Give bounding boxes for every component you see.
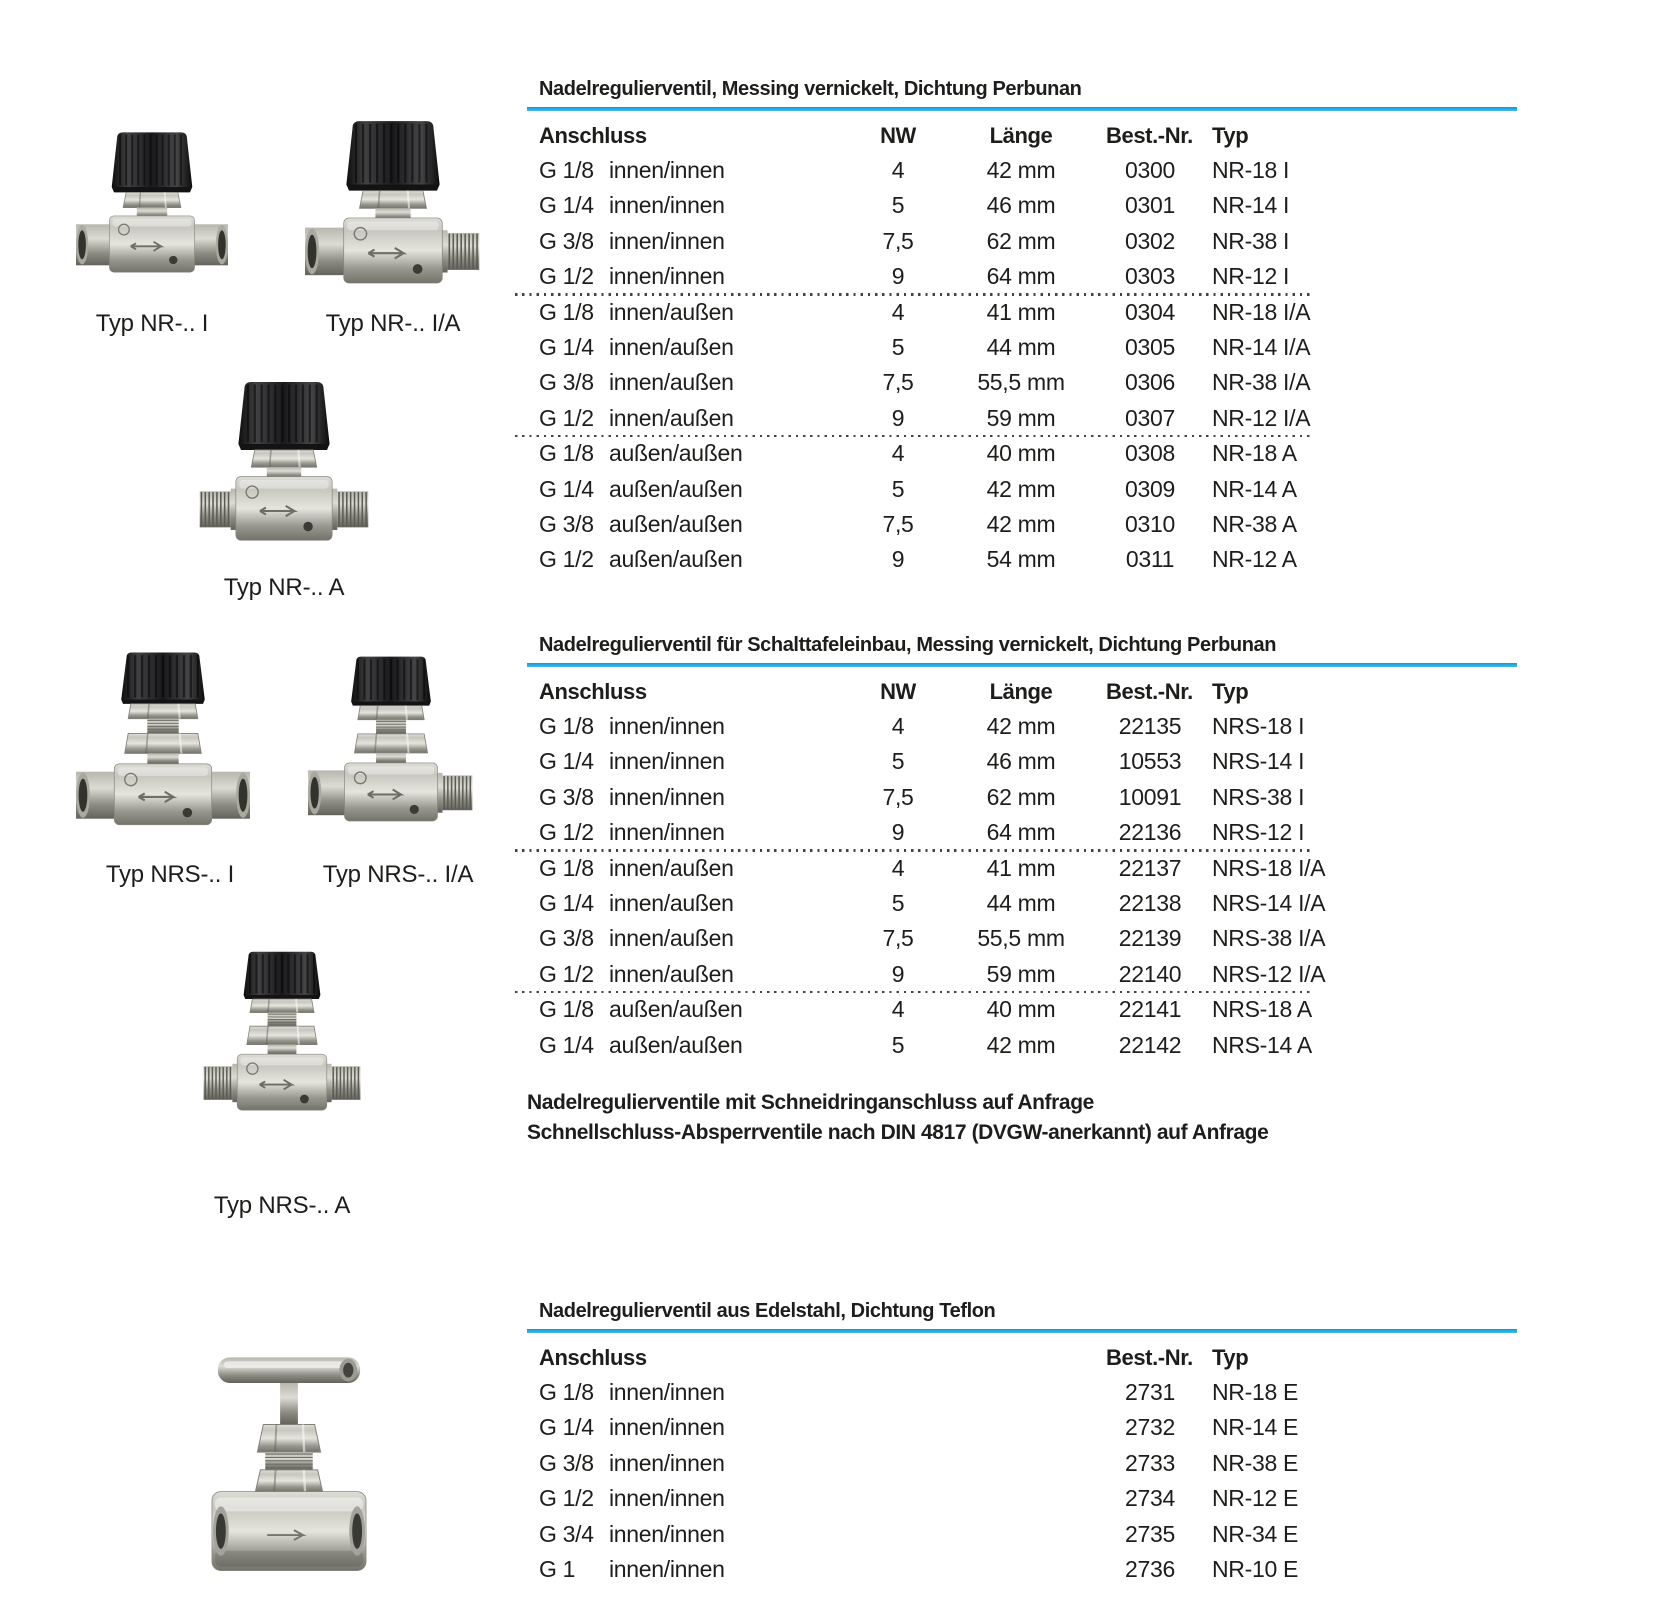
cell-cn: innen/innen	[609, 819, 725, 846]
table-row	[539, 815, 1517, 850]
cell-nw: 5	[891, 192, 905, 219]
accent-rule	[527, 1329, 1517, 1333]
cell-th: G 3/8	[539, 510, 594, 537]
cell-nw: 4	[891, 713, 905, 739]
cell-bn: 22138	[1118, 889, 1182, 916]
cell-nw: 9	[891, 819, 905, 846]
cell-cn: innen/innen	[609, 1379, 725, 1405]
cell-lg: 64 mm	[986, 819, 1056, 846]
cell-ty: NR-18 I	[1212, 157, 1290, 183]
cell-bn: 0300	[1125, 157, 1175, 183]
table-row	[539, 401, 1517, 436]
col-anschluss: Anschluss	[539, 679, 647, 704]
cell-bn: 0301	[1125, 192, 1175, 219]
cell-cn: innen/innen	[609, 783, 725, 810]
cell-bn: 22142	[1118, 1031, 1182, 1058]
cell-ty: NR-12 E	[1212, 1485, 1299, 1512]
valve-photo-nr-ia	[305, 106, 481, 300]
cell-cn: außen/außen	[609, 510, 743, 537]
cell-ty: NRS-14 I/A	[1212, 889, 1326, 916]
cell-nw	[869, 1446, 927, 1481]
cell-th: G 1/4	[539, 192, 594, 219]
cell-lg	[927, 1375, 1115, 1410]
table-row	[539, 542, 1517, 577]
cell-cn: außen/außen	[609, 475, 743, 502]
cell-lg: 55,5 mm	[977, 925, 1065, 952]
cell-lg: 46 mm	[986, 748, 1056, 775]
cell-ty: NR-14 A	[1212, 475, 1297, 502]
table-row	[539, 1552, 1517, 1587]
cell-bn: 0311	[1125, 546, 1175, 573]
cell-cn: innen/außen	[609, 333, 734, 360]
cell-bn: 2732	[1125, 1414, 1175, 1441]
cell-bn: 2731	[1125, 1379, 1175, 1405]
cell-nw	[869, 1517, 927, 1552]
table-row	[539, 259, 1517, 294]
cell-lg: 42 mm	[986, 1031, 1056, 1058]
table-row	[539, 1410, 1517, 1445]
cell-lg: 42 mm	[986, 510, 1056, 537]
cell-th: G 1	[539, 1555, 576, 1582]
cell-cn: innen/innen	[609, 227, 725, 254]
cell-ty: NRS-14 A	[1212, 1031, 1312, 1058]
photo-caption-nrs-ia: Typ NRS-.. I/A	[322, 861, 474, 888]
cell-cn: innen/außen	[609, 854, 734, 881]
cell-th: G 1/2	[539, 1485, 594, 1512]
cell-bn: 10091	[1118, 783, 1182, 810]
table-row	[539, 744, 1517, 779]
table-header	[539, 118, 1517, 154]
cell-nw: 4	[891, 298, 905, 325]
cell-th: G 1/2	[539, 263, 594, 290]
table-body	[539, 1375, 1517, 1587]
table-body	[539, 153, 1517, 578]
cell-nw: 7,5	[882, 925, 914, 952]
cell-lg: 44 mm	[986, 333, 1056, 360]
cell-ty: NR-18 I/A	[1212, 298, 1311, 325]
cell-nw: 5	[891, 748, 905, 775]
cell-lg	[927, 1517, 1115, 1552]
cell-ty: NR-12 I/A	[1212, 404, 1311, 431]
col-laenge: Länge	[989, 123, 1053, 148]
cell-th: G 1/4	[539, 1031, 594, 1058]
cell-ty: NR-12 A	[1212, 546, 1297, 573]
cell-nw	[869, 1410, 927, 1445]
cell-th: G 1/2	[539, 819, 594, 846]
valve-photo-nr-a	[198, 362, 370, 562]
cell-ty: NR-34 E	[1212, 1520, 1299, 1547]
cell-lg: 59 mm	[986, 960, 1056, 987]
cell-th: G 1/4	[539, 889, 594, 916]
table-row	[539, 957, 1517, 992]
cell-nw: 5	[891, 333, 905, 360]
table-row	[539, 436, 1517, 471]
table-row	[539, 1375, 1517, 1410]
table-row	[539, 1028, 1517, 1063]
table-row	[539, 188, 1517, 223]
cell-nw: 9	[891, 404, 905, 431]
cell-th: G 1/8	[539, 1379, 594, 1405]
table-row	[539, 472, 1517, 507]
table-row	[539, 1481, 1517, 1516]
cell-ty: NRS-18 I/A	[1212, 854, 1326, 881]
cell-bn: 0309	[1125, 475, 1175, 502]
table-row	[539, 1446, 1517, 1481]
cell-ty: NR-18 E	[1212, 1379, 1299, 1405]
valve-photo-nrs-a	[202, 906, 362, 1164]
cell-ty: NR-14 E	[1212, 1414, 1299, 1441]
cell-ty: NRS-12 I	[1212, 819, 1305, 846]
cell-nw	[869, 1375, 927, 1410]
col-laenge: Länge	[989, 679, 1053, 704]
cell-lg: 41 mm	[986, 854, 1056, 881]
cell-cn: innen/innen	[609, 157, 725, 183]
cell-cn: außen/außen	[609, 440, 743, 467]
table-row	[539, 295, 1517, 330]
col-empty	[869, 1340, 927, 1376]
cell-cn: innen/außen	[609, 404, 734, 431]
cell-nw: 9	[891, 546, 905, 573]
col-empty	[927, 1340, 1115, 1376]
note-line: Nadelregulierventile mit Schneidringanschluss auf Anfrage	[527, 1091, 1094, 1114]
table-row	[539, 153, 1517, 188]
cell-ty: NRS-18 I	[1212, 713, 1305, 739]
valve-photo-nrs-ia	[308, 645, 474, 841]
cell-nw: 7,5	[882, 227, 914, 254]
cell-bn: 2734	[1125, 1485, 1175, 1512]
cell-nw	[869, 1552, 927, 1587]
cell-cn: innen/außen	[609, 960, 734, 987]
cell-bn: 2735	[1125, 1520, 1175, 1547]
cell-ty: NRS-38 I/A	[1212, 925, 1326, 952]
col-bestnr: Best.-Nr.	[1106, 1345, 1193, 1370]
cell-th: G 3/8	[539, 925, 594, 952]
cell-nw: 5	[891, 1031, 905, 1058]
cell-bn: 2736	[1125, 1555, 1175, 1582]
cell-bn: 22135	[1118, 713, 1182, 739]
table-row	[539, 780, 1517, 815]
cell-bn: 2733	[1125, 1449, 1175, 1476]
cell-ty: NR-38 E	[1212, 1449, 1299, 1476]
cell-cn: außen/außen	[609, 996, 743, 1023]
table-title: Nadelregulierventil für Schalttafeleinbau, Messing vernickelt, Dichtung Perbunan	[539, 634, 1277, 656]
valve-photo-nrs-i	[76, 645, 250, 841]
col-nw: NW	[880, 123, 916, 148]
accent-rule	[527, 107, 1517, 111]
valve-photo-edelstahl	[210, 1341, 368, 1581]
cell-lg: 55,5 mm	[977, 369, 1065, 396]
table-row	[539, 992, 1517, 1027]
cell-lg	[927, 1410, 1115, 1445]
col-typ: Typ	[1212, 123, 1249, 148]
cell-lg: 54 mm	[986, 546, 1056, 573]
cell-th: G 1/2	[539, 404, 594, 431]
cell-cn: innen/innen	[609, 1449, 725, 1476]
table-row	[539, 886, 1517, 921]
cell-lg	[927, 1446, 1115, 1481]
col-nw: NW	[880, 679, 916, 704]
table-row	[539, 1517, 1517, 1552]
table-row	[539, 851, 1517, 886]
cell-lg: 46 mm	[986, 192, 1056, 219]
note-line: Schnellschluss-Absperrventile nach DIN 4817 (DVGW-anerkannt) auf Anfrage	[527, 1121, 1269, 1144]
cell-bn: 22140	[1118, 960, 1182, 987]
cell-th: G 1/8	[539, 854, 594, 881]
cell-ty: NR-38 I/A	[1212, 369, 1311, 396]
cell-lg	[927, 1552, 1115, 1587]
cell-cn: innen/außen	[609, 298, 734, 325]
cell-cn: innen/außen	[609, 925, 734, 952]
cell-bn: 0306	[1125, 369, 1175, 396]
cell-cn: innen/außen	[609, 889, 734, 916]
cell-bn: 0308	[1125, 440, 1175, 467]
cell-bn: 0302	[1125, 227, 1175, 254]
cell-th: G 1/4	[539, 475, 594, 502]
cell-th: G 1/8	[539, 996, 594, 1023]
cell-lg: 41 mm	[986, 298, 1056, 325]
cell-lg: 40 mm	[986, 996, 1056, 1023]
cell-ty: NR-38 A	[1212, 510, 1297, 537]
cell-th: G 3/8	[539, 1449, 594, 1476]
cell-bn: 0310	[1125, 510, 1175, 537]
table-row	[539, 224, 1517, 259]
cell-ty: NR-14 I/A	[1212, 333, 1311, 360]
cell-nw: 5	[891, 889, 905, 916]
table-title: Nadelregulierventil, Messing vernickelt, Dichtung Perbunan	[539, 78, 1082, 100]
cell-ty: NRS-18 A	[1212, 996, 1312, 1023]
cell-lg: 42 mm	[986, 713, 1056, 739]
table-title: Nadelregulierventil aus Edelstahl, Dichtung Teflon	[539, 1300, 996, 1322]
col-typ: Typ	[1212, 679, 1249, 704]
col-bestnr: Best.-Nr.	[1106, 679, 1193, 704]
table-row	[539, 921, 1517, 956]
cell-th: G 1/2	[539, 546, 594, 573]
cell-bn: 22141	[1118, 996, 1182, 1023]
cell-ty: NRS-14 I	[1212, 748, 1305, 775]
cell-lg: 62 mm	[986, 227, 1056, 254]
valve-photo-nr-i	[76, 106, 228, 300]
cell-lg: 42 mm	[986, 157, 1056, 183]
photo-caption-nr-i: Typ NR-.. I	[95, 310, 209, 337]
table-row	[539, 330, 1517, 365]
cell-nw: 9	[891, 960, 905, 987]
cell-th: G 3/4	[539, 1520, 594, 1547]
cell-nw: 7,5	[882, 369, 914, 396]
cell-cn: innen/innen	[609, 1555, 725, 1582]
accent-rule	[527, 663, 1517, 667]
cell-lg	[927, 1481, 1115, 1516]
col-typ: Typ	[1212, 1345, 1249, 1370]
cell-bn: 0303	[1125, 263, 1175, 290]
cell-bn: 22139	[1118, 925, 1182, 952]
cell-th: G 1/8	[539, 713, 594, 739]
cell-th: G 3/8	[539, 227, 594, 254]
photo-caption-nrs-i: Typ NRS-.. I	[105, 861, 235, 888]
table-row	[539, 365, 1517, 400]
cell-th: G 1/4	[539, 1414, 594, 1441]
cell-ty: NRS-12 I/A	[1212, 960, 1326, 987]
cell-ty: NRS-38 I	[1212, 783, 1305, 810]
cell-bn: 10553	[1118, 748, 1182, 775]
col-anschluss: Anschluss	[539, 1345, 647, 1370]
cell-cn: innen/innen	[609, 713, 725, 739]
cell-lg: 62 mm	[986, 783, 1056, 810]
cell-bn: 0307	[1125, 404, 1175, 431]
cell-cn: innen/innen	[609, 1414, 725, 1441]
cell-nw	[869, 1481, 927, 1516]
cell-bn: 22136	[1118, 819, 1182, 846]
cell-th: G 1/4	[539, 333, 594, 360]
cell-nw: 9	[891, 263, 905, 290]
cell-th: G 3/8	[539, 369, 594, 396]
table-header	[539, 674, 1517, 710]
cell-lg: 40 mm	[986, 440, 1056, 467]
col-anschluss: Anschluss	[539, 123, 647, 148]
cell-ty: NR-38 I	[1212, 227, 1290, 254]
cell-cn: innen/innen	[609, 748, 725, 775]
cell-cn: innen/innen	[609, 1520, 725, 1547]
photo-caption-nrs-a: Typ NRS-.. A	[213, 1192, 351, 1219]
cell-th: G 1/4	[539, 748, 594, 775]
cell-nw: 4	[891, 157, 905, 183]
cell-nw: 4	[891, 854, 905, 881]
cell-nw: 5	[891, 475, 905, 502]
cell-th: G 1/8	[539, 157, 594, 183]
cell-cn: innen/innen	[609, 263, 725, 290]
cell-cn: innen/innen	[609, 1485, 725, 1512]
cell-cn: außen/außen	[609, 546, 743, 573]
cell-cn: innen/außen	[609, 369, 734, 396]
cell-th: G 1/2	[539, 960, 594, 987]
cell-nw: 4	[891, 440, 905, 467]
cell-lg: 42 mm	[986, 475, 1056, 502]
cell-nw: 7,5	[882, 783, 914, 810]
cell-ty: NR-12 I	[1212, 263, 1290, 290]
cell-nw: 7,5	[882, 510, 914, 537]
table-row	[539, 507, 1517, 542]
cell-lg: 44 mm	[986, 889, 1056, 916]
table-header	[539, 1340, 1517, 1376]
cell-bn: 22137	[1118, 854, 1182, 881]
col-bestnr: Best.-Nr.	[1106, 123, 1193, 148]
photo-caption-nr-a: Typ NR-.. A	[223, 574, 345, 601]
cell-bn: 0305	[1125, 333, 1175, 360]
cell-cn: innen/innen	[609, 192, 725, 219]
cell-bn: 0304	[1125, 298, 1175, 325]
notes-block	[527, 1088, 1268, 1148]
cell-th: G 1/8	[539, 298, 594, 325]
cell-ty: NR-14 I	[1212, 192, 1290, 219]
table-row	[539, 709, 1517, 744]
cell-cn: außen/außen	[609, 1031, 743, 1058]
cell-ty: NR-18 A	[1212, 440, 1297, 467]
cell-lg: 59 mm	[986, 404, 1056, 431]
cell-th: G 3/8	[539, 783, 594, 810]
photo-caption-nr-ia: Typ NR-.. I/A	[325, 310, 461, 337]
cell-th: G 1/8	[539, 440, 594, 467]
cell-ty: NR-10 E	[1212, 1555, 1299, 1582]
cell-lg: 64 mm	[986, 263, 1056, 290]
table-body	[539, 709, 1517, 1063]
cell-nw: 4	[891, 996, 905, 1023]
